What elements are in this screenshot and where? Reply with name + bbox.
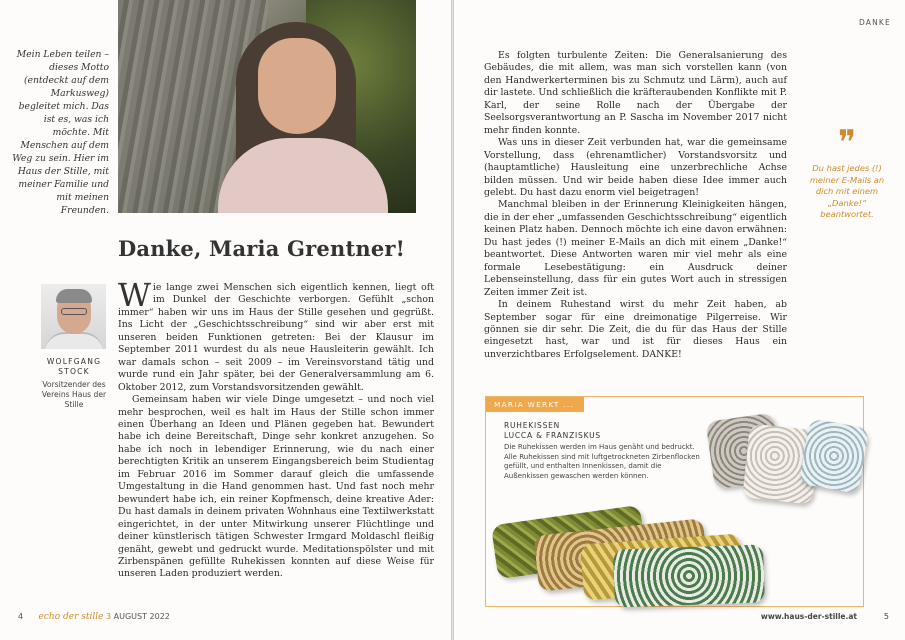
- box-description: Die Ruhekissen werden im Haus genäht und bedruckt. Alle Ruhekissen sind mit luftgetrockneten Zirbenflocken gefüllt, und enthalten Innenkissen, damit die Außenkissen gewaschen werden können.: [504, 443, 700, 480]
- product-variants: LUCCA & FRANZISKUS: [504, 431, 601, 440]
- issue-date: AUGUST 2022: [113, 612, 170, 621]
- portrait-face: [258, 38, 336, 134]
- product-name: RUHEKISSEN: [504, 421, 561, 430]
- product-box: [485, 396, 864, 607]
- photo-caption: Mein Leben teilen – dieses Motto (entdeckt auf dem Markusweg) begleitet mich. Das ist es, was ich möchte. Mit Menschen auf dem Weg zu sein. Hier im Haus der Stille, mit meiner Familie und mit meinen Freunden.: [12, 49, 109, 216]
- glasses-icon: [61, 308, 87, 315]
- footer-website[interactable]: www.haus-der-stille.at: [760, 612, 857, 621]
- issue-number: 3: [105, 612, 112, 621]
- author-name: [35, 357, 113, 377]
- right-page: [454, 0, 905, 640]
- author-first-name: WOLFGANG: [46, 357, 102, 366]
- paragraph: In deinem Ruhestand wirst du mehr Zeit haben, ab September sogar für eine dreimonatige Pilgerreise. Wir gönnen sie dir sehr. Die Zeit, die du für das Haus der Stille eingesetzt hast, war und ist für dieses Haus ein unverzichtbares Erfolgselement. DANKE!: [484, 299, 787, 360]
- author-role: Vorsitzender des Vereins Haus der Stille: [41, 380, 107, 409]
- author-photo-body: [45, 332, 103, 349]
- cushion-image: [613, 544, 765, 607]
- article-body-right: [484, 50, 787, 361]
- box-label: MARIA WERKT ...: [486, 397, 584, 412]
- drop-cap: W: [118, 276, 151, 314]
- footer-left: [18, 612, 170, 622]
- paragraph: Gemeinsam haben wir viele Dinge umgesetzt – und noch viel mehr besprochen, weil es halt im Haus der Stille schon immer einen Überhang an Ideen und Plänen gegeben hat. Bewundert habe ich deine Bereitschaft, Dinge sehr konkret anzugehen. So habe ich noch in lebendiger Erinnerung, wie du nach einer berechtigten Kritik an unserem Eingangsbereich beim Studientag im Februar 2016 im Sommer darauf gleich die umfassende Umgestaltung in die Hand genommen hast. Und fast noch mehr bewundert habe ich, ein reiner Kopfmensch, deine kreative Ader: Du hast damals in deinem privaten Wohnhaus eine Textilwerkstatt eingerichtet, in der unter Mitwirkung unserer Flüchtlinge und deiner künstlerisch tätigen Schwester Irmgard Moldaschl fleißig genäht, gewebt und gedruckt wurde. Meditationspölster und mit Zirbenspänen gefüllte Ruhekissen konnten auf diese Weise für unseren Laden produziert werden.: [118, 394, 434, 580]
- paragraph-text: ie lange zwei Menschen sich eigentlich kennen, liegt oft im Dunkel der Geschichte verborgen. Gefühlt „schon immer“ haben wir uns im Haus der Stille gesehen und gegrüßt. Ins Licht der „Geschichtsschreibung“ sind wir aber erst mit unseren beiden Funktionen getreten: Bei der Klausur im September 2011 wurdest du als neue Hausleiterin gewählt. Ich war damals schon – seit 2009 – im Vereinsvorstand tätig und wurde rund ein Jahr später, bei der Generalversammlung am 6. Oktober 2012, zum Vorstandsvorsitzenden gewählt.: [118, 282, 434, 393]
- paragraph: Was uns in dieser Zeit verbunden hat, war die gemeinsame Vorstellung, dass (ehrenamtlicher) Vorstandsvorsitz und (hauptamtliche) Hausleitung eine unzerbrechliche Achse bilden müssen. Und wir beide haben diese Idee immer auch gelebt. Du hast dazu enorm viel beigetragen!: [484, 137, 787, 198]
- author-last-name: STOCK: [58, 367, 90, 376]
- left-page: [0, 0, 451, 640]
- paragraph: Es folgten turbulente Zeiten: Die Generalsanierung des Gebäudes, die mit allem, was man sich vorstellen kann (von den Handwerkerterminen bis zu Schmutz und Lärm), auch auf dir lastete. Und schließlich die kräfteraubenden Konflikte mit P. Karl, der seine Rolle nach der Übergabe der Seelsorgsverantwortung an P. Sascha im November 2017 nicht mehr finden konnte.: [484, 50, 787, 136]
- cushion-image: [799, 418, 870, 493]
- section-label: DANKE: [858, 18, 891, 27]
- author-photo-hair: [56, 289, 92, 303]
- box-title: [504, 421, 704, 441]
- article-body-left: [118, 276, 434, 581]
- author-photo: [41, 284, 106, 349]
- page-number: 5: [883, 612, 889, 621]
- paragraph: [118, 276, 434, 394]
- portrait-photo-maria: [118, 0, 416, 213]
- article-headline: Danke, Maria Grentner!: [118, 236, 406, 261]
- pull-quote: Du hast jedes (!) meiner E-Mails an dich mit einem „Danke!“ beantwortet.: [809, 163, 885, 219]
- paragraph: Manchmal bleiben in der Erinnerung Kleinigkeiten hängen, die in der eher „umfassenden Geschichtsschreibung“ eigentlich keinen Platz haben. Dennoch möchte ich eine davon erwähnen: Du hast jedes (!) meiner E-Mails an dich mit einem „Danke!“ beantwortet. Diese Antworten waren mir viel mehr als eine formale Lesebestätigung: ein Ausdruck deiner Lebenseinstellung, dass für ein gutes Wort auch in stressigen Zeiten immer Zeit ist.: [484, 199, 787, 298]
- magazine-brand: echo der stille: [38, 612, 104, 622]
- page-number: 4: [18, 612, 24, 621]
- quote-mark-icon: ❞: [837, 123, 857, 163]
